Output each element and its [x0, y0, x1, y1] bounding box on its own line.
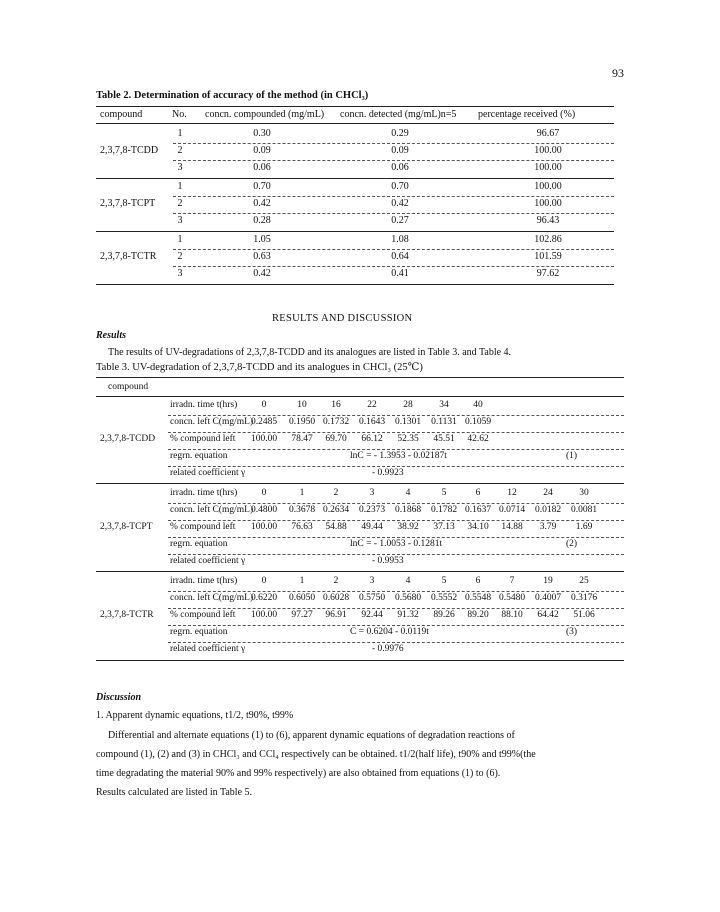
table3-conc-cell: 0.2485	[250, 417, 278, 427]
table3-pct-cell: 66.12	[361, 434, 383, 444]
table2-cell: 0.42	[253, 198, 271, 209]
table3-conc-cell: 0.5480	[498, 593, 526, 603]
table2-group-rule	[96, 231, 614, 232]
table3-time-cell: 22	[367, 400, 377, 410]
table3-pct-cell: 49.44	[361, 522, 383, 532]
table3-time-cell: 12	[507, 488, 517, 498]
table3-row-rule	[168, 432, 624, 433]
table3-time-cell: 16	[331, 400, 341, 410]
table3-time-cell: 40	[473, 400, 483, 410]
table2-cell: 0.63	[253, 251, 271, 262]
results-text: The results of UV-degradations of 2,3,7,8-TCDD and its analogues are listed in Table 3. and Table 4.	[108, 347, 512, 358]
table3-time-cell: 24	[543, 488, 553, 498]
table3-row-rule	[168, 520, 624, 521]
table3-pct-cell: 37.13	[433, 522, 455, 532]
results-heading: RESULTS AND DISCUSSION	[272, 313, 413, 324]
table3-conc-cell: 0.1643	[358, 417, 386, 427]
table2-cell: 3	[177, 215, 183, 226]
table3-compound: 2,3,7,8-TCTR	[100, 610, 154, 620]
table2-cell: 96.43	[536, 215, 560, 226]
table3-row-label: irradn. time t(hrs)	[170, 576, 238, 586]
table3-row-rule	[168, 625, 624, 626]
table3-time-cell: 6	[475, 488, 481, 498]
table3-conc-cell: 0.2634	[322, 505, 350, 515]
table2-row-rule	[173, 196, 614, 197]
table2-cell: 3	[177, 268, 183, 279]
table2-cell: 0.64	[391, 251, 409, 262]
table3-equation-number: (3)	[566, 627, 578, 637]
table2-cell: 1.05	[253, 234, 271, 245]
table2-row-rule	[173, 249, 614, 250]
table2-header-cell: concn. detected (mg/mL)n=5	[340, 109, 457, 120]
table2-cell: 2	[177, 145, 183, 156]
table3-group-rule	[96, 571, 624, 572]
table2-row-rule	[173, 213, 614, 214]
table2-header-cell: No.	[172, 109, 187, 120]
table2-header-rule	[96, 123, 614, 124]
table2-cell: 2	[177, 251, 183, 262]
table2-cell: 0.70	[253, 181, 271, 192]
table3-time-cell: 3	[369, 576, 375, 586]
table2-cell: 0.29	[391, 128, 409, 139]
table3-pct-cell: 14.88	[501, 522, 523, 532]
table3-pct-cell: 52.35	[397, 434, 419, 444]
table3-conc-cell: 0.1637	[464, 505, 492, 515]
discussion-line: Differential and alternate equations (1) to (6), apparent dynamic equations of degradation reactions of	[108, 730, 515, 741]
table2-cell: 101.59	[534, 251, 562, 262]
table3-time-cell: 2	[333, 576, 339, 586]
table3-conc-cell: 0.0714	[498, 505, 526, 515]
table3-row-label: concn. left C(mg/mL)	[170, 417, 254, 427]
table3-time-cell: 0	[261, 488, 267, 498]
table3-row-rule	[168, 466, 624, 467]
table3-caption: Table 3. UV-degradation of 2,3,7,8-TCDD and its analogues in CHCl₃ (25℃)	[96, 362, 423, 373]
table3-pct-cell: 34.10	[467, 522, 489, 532]
table3-pct-cell: 45.51	[433, 434, 455, 444]
table3-coefficient: - 0.9923	[372, 468, 404, 478]
table3-pct-cell: 38.92	[397, 522, 419, 532]
table2-cell: 3	[177, 162, 183, 173]
table2-header-cell: concn. compounded (mg/mL)	[205, 109, 325, 120]
table3-time-cell: 4	[405, 488, 411, 498]
table2-row-rule	[173, 160, 614, 161]
table3-row-rule	[168, 591, 624, 592]
table3-pct-cell: 1.69	[575, 522, 593, 532]
table3-row-label: related coefficient γ	[170, 556, 246, 566]
table2-bottom-rule	[96, 284, 614, 285]
table2-cell: 97.62	[536, 268, 560, 279]
table2-cell: 1	[177, 128, 183, 139]
table3-row-rule	[168, 642, 624, 643]
table3-time-cell: 1	[299, 576, 305, 586]
table3-time-cell: 1	[299, 488, 305, 498]
table3-time-cell: 19	[543, 576, 553, 586]
table2-cell: 1.08	[391, 234, 409, 245]
table3-pct-cell: 76.63	[291, 522, 313, 532]
table2-cell: 0.06	[253, 162, 271, 173]
table2-row-rule	[173, 143, 614, 144]
table2-cell: 0.27	[391, 215, 409, 226]
table2-cell: 0.30	[253, 128, 271, 139]
table2-cell: 2	[177, 198, 183, 209]
table3-pct-cell: 89.26	[433, 610, 455, 620]
table2-cell: 0.42	[253, 268, 271, 279]
table3-top-rule	[96, 377, 624, 378]
table3-conc-cell: 0.2373	[358, 505, 386, 515]
table3-conc-cell: 0.6050	[288, 593, 316, 603]
table3-time-cell: 3	[369, 488, 375, 498]
table3-row-rule	[168, 449, 624, 450]
table3-conc-cell: 0.0081	[570, 505, 598, 515]
table3-time-cell: 34	[439, 400, 449, 410]
table3-row-rule	[168, 415, 624, 416]
table3-time-cell: 2	[333, 488, 339, 498]
table3-compound: 2,3,7,8-TCPT	[100, 522, 153, 532]
table3-time-cell: 0	[261, 400, 267, 410]
table3-equation-number: (1)	[566, 451, 578, 461]
table3-time-cell: 5	[441, 576, 447, 586]
table3-row-label: % compound left	[170, 610, 236, 620]
table3-pct-cell: 89.20	[467, 610, 489, 620]
table3-pct-cell: 69.70	[325, 434, 347, 444]
table3-header-rule	[96, 396, 624, 397]
table3-row-label: regrn. equation	[170, 627, 228, 637]
discussion-line: time degradating the material 90% and 99% respectively) are also obtained from equations (1) to (6).	[96, 768, 501, 779]
table2-cell: 0.42	[391, 198, 409, 209]
table3-row-rule	[168, 503, 624, 504]
table3-row-rule	[168, 608, 624, 609]
table3-row-label: regrn. equation	[170, 539, 228, 549]
table2-cell: 0.28	[253, 215, 271, 226]
table3-conc-cell: 0.5548	[464, 593, 492, 603]
table2-cell: 100.00	[534, 145, 562, 156]
table3-coefficient: - 0.9976	[372, 644, 404, 654]
table3-time-cell: 0	[261, 576, 267, 586]
table3-time-cell: 5	[441, 488, 447, 498]
table3-row-label: regrn. equation	[170, 451, 228, 461]
table3-conc-cell: 0.1131	[431, 417, 457, 427]
table2-compound: 2,3,7,8-TCDD	[100, 145, 159, 156]
table3-row-label: % compound left	[170, 434, 236, 444]
table3-equation: C = 0.6204 - 0.0119t	[350, 627, 429, 637]
table3-time-cell: 7	[509, 576, 515, 586]
table3-conc-cell: 0.1868	[394, 505, 422, 515]
table3-conc-cell: 0.6220	[250, 593, 278, 603]
table3-coefficient: - 0.9953	[372, 556, 404, 566]
table2-cell: 1	[177, 234, 183, 245]
table3-pct-cell: 42.62	[467, 434, 489, 444]
table3-conc-cell: 0.1059	[464, 417, 492, 427]
table3-bottom-rule	[96, 660, 624, 661]
table3-time-cell: 28	[403, 400, 413, 410]
table3-row-label: related coefficient γ	[170, 644, 246, 654]
table2-top-rule	[96, 106, 614, 107]
table3-conc-cell: 0.3678	[288, 505, 316, 515]
table3-pct-cell: 64.42	[537, 610, 559, 620]
table3-pct-cell: 88.10	[501, 610, 523, 620]
table3-pct-cell: 3.79	[539, 522, 557, 532]
table3-conc-cell: 0.1950	[288, 417, 316, 427]
table3-row-label: irradn. time t(hrs)	[170, 488, 238, 498]
table3-conc-cell: 0.5680	[394, 593, 422, 603]
table3-pct-cell: 100.00	[250, 610, 278, 620]
table3-conc-cell: 0.1782	[430, 505, 458, 515]
table2-cell: 0.70	[391, 181, 409, 192]
table2-cell: 100.00	[534, 162, 562, 173]
table3-pct-cell: 97.27	[291, 610, 313, 620]
table3-header: compound	[108, 382, 149, 392]
table3-time-cell: 10	[297, 400, 307, 410]
table2-header-cell: percentage received (%)	[478, 109, 576, 120]
table3-compound: 2,3,7,8-TCDD	[100, 434, 156, 444]
table3-pct-cell: 96.91	[325, 610, 347, 620]
table2-cell: 1	[177, 181, 183, 192]
table3-conc-cell: 0.6028	[322, 593, 350, 603]
table2-caption: Table 2. Determination of accuracy of the method (in CHCl₃)	[96, 90, 369, 101]
table3-row-label: % compound left	[170, 522, 236, 532]
table3-row-rule	[168, 537, 624, 538]
table3-conc-cell: 0.0182	[534, 505, 562, 515]
table3-pct-cell: 100.00	[250, 434, 278, 444]
table3-pct-cell: 51.06	[573, 610, 595, 620]
table3-row-label: concn. left C(mg/mL)	[170, 505, 254, 515]
table3-time-cell: 6	[475, 576, 481, 586]
table3-row-label: irradn. time t(hrs)	[170, 400, 238, 410]
table2-compound: 2,3,7,8-TCPT	[100, 198, 156, 209]
table3-conc-cell: 0.3176	[570, 593, 598, 603]
table3-conc-cell: 0.5750	[358, 593, 386, 603]
table3-conc-cell: 0.1732	[322, 417, 350, 427]
table3-equation-number: (2)	[566, 539, 578, 549]
table3-conc-cell: 0.5552	[430, 593, 458, 603]
table3-pct-cell: 91.32	[397, 610, 419, 620]
table3-equation: lnC = - 1.0053 - 0.1281t	[350, 539, 443, 549]
table2-row-rule	[173, 266, 614, 267]
table3-conc-cell: 0.1301	[394, 417, 422, 427]
table3-pct-cell: 100.00	[250, 522, 278, 532]
table3-pct-cell: 54.88	[325, 522, 347, 532]
table3-row-label: concn. left C(mg/mL)	[170, 593, 254, 603]
table3-pct-cell: 78.47	[291, 434, 313, 444]
table2-cell: 0.09	[391, 145, 409, 156]
table3-conc-cell: 0.4007	[534, 593, 562, 603]
discussion-line: Results calculated are listed in Table 5.	[96, 787, 253, 798]
page-number: 93	[612, 66, 624, 80]
table3-conc-cell: 0.4800	[250, 505, 278, 515]
discussion-item	[96, 710, 293, 721]
table2-cell: 0.41	[391, 268, 409, 279]
table3-time-cell: 4	[405, 576, 411, 586]
table2-compound: 2,3,7,8-TCTR	[100, 251, 157, 262]
table2-cell: 100.00	[534, 181, 562, 192]
table2-header-cell: compound	[100, 109, 143, 120]
table2-cell: 102.86	[534, 234, 562, 245]
table3-equation: lnC = - 1.3953 - 0.02187t	[350, 451, 447, 461]
discussion-line: compound (1), (2) and (3) in CHCl₃ and CCl₄ respectively can be obtained. t1/2(half life), t90% and t99%(the	[96, 749, 536, 760]
discussion-subheading: Discussion	[96, 692, 142, 703]
table2-cell: 0.09	[253, 145, 271, 156]
table3-time-cell: 25	[579, 576, 589, 586]
table3-pct-cell: 92.44	[361, 610, 383, 620]
table2-cell: 100.00	[534, 198, 562, 209]
table2-cell: 96.67	[536, 128, 560, 139]
table3-time-cell: 30	[579, 488, 589, 498]
table3-group-rule	[96, 483, 624, 484]
table3-row-label: related coefficient γ	[170, 468, 246, 478]
table3-row-rule	[168, 554, 624, 555]
discussion-item-text: 1. Apparent dynamic equations, t1/2, t90%, t99%	[96, 710, 294, 721]
table2-group-rule	[96, 178, 614, 179]
results-subheading: Results	[96, 330, 127, 341]
table2-cell: 0.06	[391, 162, 409, 173]
